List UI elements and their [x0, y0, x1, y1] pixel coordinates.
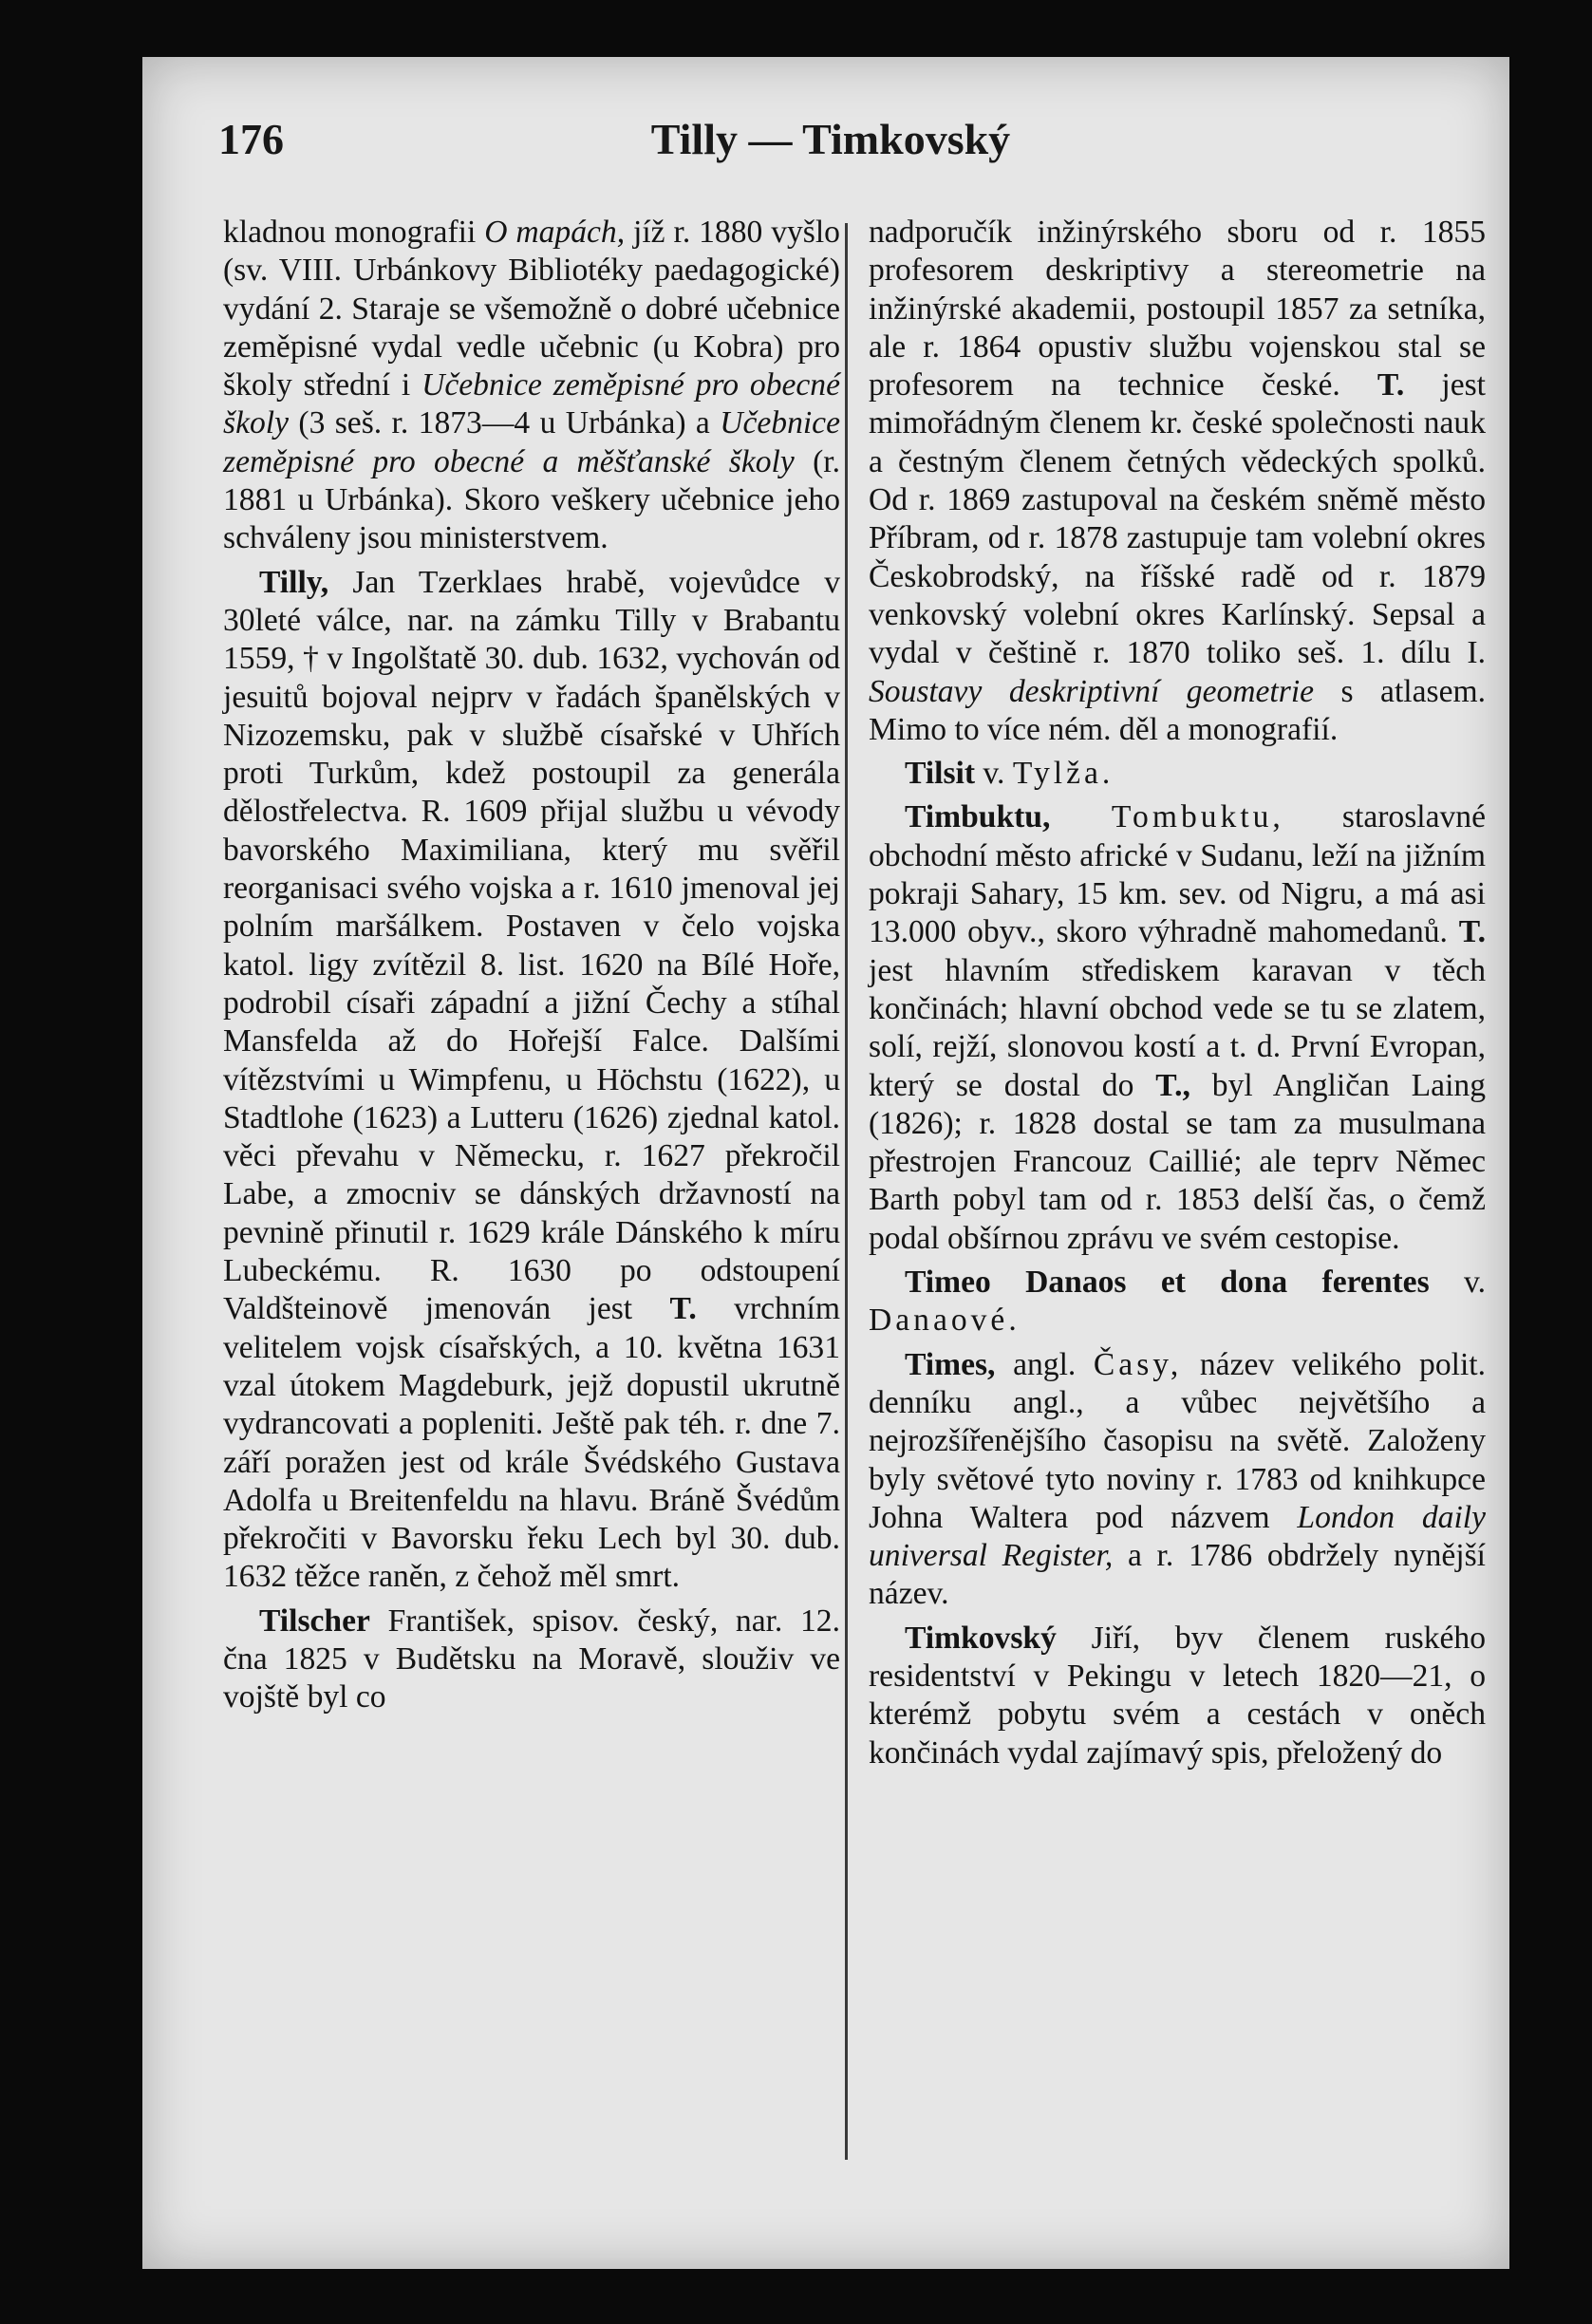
headword-tilsit: Tilsit: [905, 756, 976, 792]
entry-times: Times, angl. Časy, název velikého polit. denníku angl., a vůbec největšího a nejrozšířenějšího časopisu na světě. Založeny byly světové tyto noviny r. 1783 od knihkupce Johna Waltera pod názvem London daily universal Register, a r. 1786 obdržely nynější název.: [869, 1346, 1487, 1612]
headword-times: Times,: [905, 1346, 996, 1382]
entry-tilly: Tilly, Jan Tzerklaes hrabě, vojevůdce v 30leté válce, nar. na zámku Tilly v Brabantu 1559, † v Ingolštatě 30. dub. 1632, vychován od jesuitů bojoval nejprv v řadách španělských v Nizozemsku, pak v službě císařské v Uhřích proti Turkům, kdež postoupil za generála dělostřelectva. R. 1609 přijal službu u vévody bavorského Maximiliana, který mu svěřil reorganisaci svého vojska a r. 1610 jmenoval jej polním maršálkem. Postaven v čelo vojska katol. ligy zvítězil 8. list. 1620 na Bílé Hoře, podrobil císaři západní a jižní Čechy a stíhal Mansfelda až do Hořejší Falce. Dalšími vítězstvími u Wimpfenu, u Höchstu (1622), u Stadtlohe (1623) a Lutteru (1626) zjednal katol. věci převahu v Německu, r. 1627 překročil Labe, a zmocniv se dánských državností na pevnině přinutil r. 1629 krále Dánského k míru Lubeckému. R. 1630 po odstoupení Valdšteinově jmenován jest T. vrchním velitelem vojsk císařských, a 10. května 1631 vzal útokem Magdeburk, jejž dopustil ukrutně vydrancovati a popleniti. Ještě pak téh. r. dne 7. září poražen jest od krále Švédského Gustava Adolfa u Breitenfeldu na hlavu. Bráně Švédům překročiti v Bavorsku řeku Lech byl 30. dub. 1632 těžce raněn, z čehož měl smrt.: [223, 564, 841, 1595]
page-header: [218, 114, 1443, 180]
headword-tilly: Tilly,: [259, 564, 329, 600]
headword-tilscher: Tilscher: [259, 1602, 370, 1639]
entry-tilscher-continuation: nadporučík inžinýrského sboru od r. 1855 profesorem deskriptivy a stereometrie na inžinýrské akademii, postoupil 1857 za setníka, ale r. 1864 opustiv službu vojenskou stal se profesorem na technice české. T. jest mimořádným členem kr. české společnosti nauk a čestným členem četných vědeckých spolků. Od r. 1869 zastupoval na českém sněmě město Příbram, od r. 1878 zastupuje tam volební okres Českobrodský, na říšské radě od r. 1879 venkovský volební okres Karlínský. Sepsal a vydal v češtině r. 1870 toliko seš. 1. dílu I. Soustavy deskriptivní geometrie s atlasem. Mimo to více ném. děl a monografií.: [869, 215, 1486, 747]
running-head: Tilly — Timkovský: [650, 115, 1011, 163]
headword-timbuktu: Timbuktu,: [905, 799, 1051, 835]
cross-reference-danaove: Danaové.: [869, 1303, 1021, 1339]
entry-timkovsky: Timkovský Jiří, byv členem ruského residentství v Pekingu v letech 1820—21, o kterémž pobytu svém a cestách v oněch končinách vydal zajímavý spis, přeložený do: [869, 1620, 1486, 1771]
entry-tilscher: Tilscher František, spisov. český, nar. 12. čna 1825 v Budětsku na Moravě, slouživ ve vojště byl co: [223, 1602, 840, 1715]
entry-tilsit: Tilsit v. Tylža.: [905, 756, 1114, 792]
cross-reference-tylza: Tylža.: [1012, 756, 1114, 792]
entry-timeo-danaos: Timeo Danaos et dona ferentes v. Danaové.: [869, 1265, 1487, 1339]
column-divider: [845, 223, 848, 2160]
left-column: [223, 214, 840, 1723]
headword-timkovsky: Timkovský: [905, 1620, 1057, 1656]
right-column: [869, 214, 1486, 1778]
entry-continuation-previous: kladnou monografii O mapách, jíž r. 1880 vyšlo (sv. VIII. Urbánkovy Bibliotéky paedagogické) vydání 2. Staraje se všemožně o dobré učebnice zeměpisné vydal vedle učebnic (u Kobra) pro školy střední i Učebnice zeměpisné pro obecné školy (3 seš. r. 1873—4 u Urbánka) a Učebnice zeměpisné pro obecné a měšťanské školy (r. 1881 u Urbánka). Skoro veškery učebnice jeho schváleny jsou ministerstvem.: [223, 215, 841, 556]
page-number: 176: [218, 115, 284, 163]
book-page: [142, 57, 1509, 2269]
entry-timbuktu: Timbuktu, Tombuktu, staroslavné obchodní město africké v Sudanu, leží na jižním pokraji Sahary, 15 km. sev. od Nigru, a má asi 13.000 obyv., skoro výhradně mahomedanů. T. jest hlavním střediskem karavan v těch končinách; hlavní obchod vede se tu se zlatem, solí, rejží, slonovou kostí a t. d. První Evropan, který se dostal do T., byl Angličan Laing (1826); r. 1828 dostal se tam za musulmana přestrojen Francouz Caillié; ale teprv Němec Barth pobyl tam od r. 1853 delší čas, o čemž podal obšírnou zprávu ve svém cestopise.: [869, 799, 1486, 1256]
headword-timeo-danaos: Timeo Danaos et dona ferentes: [905, 1265, 1430, 1301]
